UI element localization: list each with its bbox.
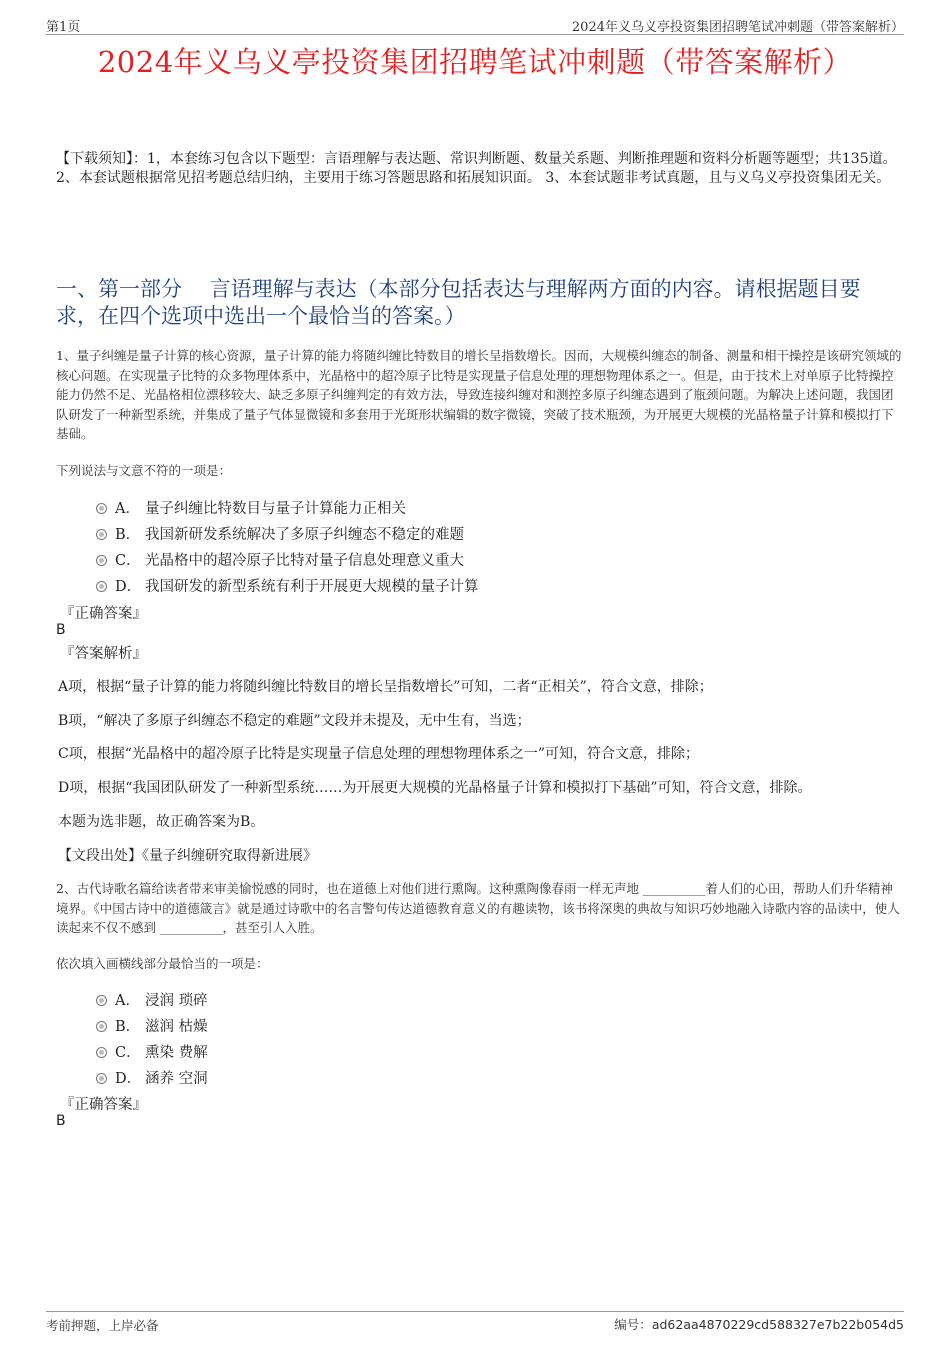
question-2-answer-label: 『正确答案』 — [60, 1097, 147, 1113]
option-text: 我国新研发系统解决了多原子纠缠态不稳定的难题 — [145, 527, 464, 543]
question-1-answer: B — [56, 622, 66, 638]
radio-icon[interactable] — [96, 581, 107, 592]
question-2-answer: B — [56, 1113, 66, 1129]
analysis-line-c: C项，根据“光晶格中的超冷原子比特是实现量子信息处理的理想物理体系之一”可知，符合文意，排除； — [58, 746, 700, 762]
question-1-options — [96, 496, 876, 600]
option-letter: B． — [115, 527, 141, 543]
option-text: 我国研发的新型系统有利于开展更大规模的量子计算 — [145, 579, 479, 595]
option-letter: D． — [115, 579, 142, 595]
question-2-passage: 2、古代诗歌名篇给读者带来审美愉悦感的同时，也在道德上对他们进行熏陶。这种熏陶像春雨一样无声地 __________着人们的心田，帮助人们升华精神境界。《中国古诗中的道德箴言》就是通过诗歌中的名言警句传达道德教育意义的有趣读物，该书将深奥的典故与知识巧妙地融入诗歌内容的品读中，使人读起来不仅不感到 __________，甚至引人入胜。 — [56, 881, 900, 936]
header-doc-title: 2024年义乌义亭投资集团招聘笔试冲刺题（带答案解析） — [571, 20, 904, 35]
option-letter: A． — [115, 993, 140, 1009]
question-2-option-d[interactable] — [96, 1066, 876, 1092]
question-1-source: 【文段出处】《量子纠缠研究取得新进展》 — [58, 848, 317, 864]
page-footer — [46, 1311, 904, 1334]
question-1-option-d[interactable] — [96, 574, 876, 600]
option-letter: C． — [115, 1045, 141, 1061]
option-text: 熏染 费解 — [145, 1045, 208, 1061]
question-2-option-a[interactable] — [96, 988, 876, 1014]
analysis-line-b: B项，“解决了多原子纠缠态不稳定的难题”文段并未提及，无中生有，当选； — [58, 713, 531, 729]
question-2-options — [96, 988, 876, 1092]
question-1-answer-label: 『正确答案』 — [60, 606, 147, 622]
question-1-stem: 下列说法与文意不符的一项是： — [56, 463, 232, 478]
option-text: 浸润 琐碎 — [145, 993, 208, 1009]
radio-icon[interactable] — [96, 503, 107, 514]
option-text: 滋润 枯燥 — [145, 1019, 208, 1035]
option-text: 量子纠缠比特数目与量子计算能力正相关 — [145, 501, 406, 517]
footer-slogan: 考前押题，上岸必备 — [46, 1318, 159, 1333]
option-letter: C． — [115, 553, 141, 569]
option-text: 光晶格中的超冷原子比特对量子信息处理意义重大 — [145, 553, 464, 569]
option-letter: B． — [115, 1019, 141, 1035]
page-number: 第1页 — [46, 20, 81, 35]
question-1-passage: 1、量子纠缠是量子计算的核心资源，量子计算的能力将随纠缠比特数目的增长呈指数增长。因而，大规模纠缠态的制备、测量和相干操控是该研究领域的核心问题。在实现量子比特的众多物理体系中，光晶格中的超冷原子比特是实现量子信息处理的理想物理体系之一。但是，由于技术上对单原子比特操控能力仍然不足、光晶格相位漂移较大、缺乏多原子纠缠判定的有效方法，导致连接纠缠对和测控多原子纠缠态遇到了瓶颈问题。为解决上述问题，我国团队研发了一种新型系统，并集成了量子气体显微镜和多套用于光斑形状编辑的数字微镜，突破了技术瓶颈，为开展更大规模的光晶格量子计算和模拟打下基础。 — [56, 348, 902, 442]
page-header — [46, 10, 904, 35]
analysis-conclusion: 本题为选非题，故正确答案为B。 — [58, 814, 265, 830]
option-text: 涵养 空洞 — [145, 1071, 208, 1087]
radio-icon[interactable] — [96, 1073, 107, 1084]
footer-code-value: ad62aa4870229cd588327e7b22b054d5 — [651, 1317, 904, 1332]
question-1-analysis-label: 『答案解析』 — [60, 646, 147, 662]
option-letter: A． — [115, 501, 140, 517]
document-title: 2024年义乌义亭投资集团招聘笔试冲刺题（带答案解析） — [97, 45, 853, 79]
download-notice: 【下载须知】：1，本套练习包含以下题型：言语理解与表达题、常识判断题、数量关系题、判断推理题和资料分析题等题型；共135道。 2、本套试题根据常见招考题总结归纳，主要用于练习答题思路和拓展知识面。 3、本套试题非考试真题，且与义乌义亭投资集团无关。 — [56, 151, 897, 186]
radio-icon[interactable] — [96, 1047, 107, 1058]
question-2-option-b[interactable] — [96, 1014, 876, 1040]
analysis-line-a: A项，根据“量子计算的能力将随纠缠比特数目的增长呈指数增长”可知，二者“正相关”，符合文意，排除； — [58, 679, 713, 695]
radio-icon[interactable] — [96, 529, 107, 540]
footer-code — [614, 1315, 904, 1333]
question-2-option-c[interactable] — [96, 1040, 876, 1066]
radio-icon[interactable] — [96, 1021, 107, 1032]
question-1-option-c[interactable] — [96, 548, 876, 574]
radio-icon[interactable] — [96, 995, 107, 1006]
footer-code-label: 编号： — [614, 1317, 652, 1332]
question-2-stem: 依次填入画横线部分最恰当的一项是： — [56, 956, 269, 971]
question-1-option-b[interactable] — [96, 522, 876, 548]
question-1-option-a[interactable] — [96, 496, 876, 522]
analysis-line-d: D项，根据“我国团队研发了一种新型系统……为开展更大规模的光晶格量子计算和模拟打下基础”可知，符合文意，排除。 — [58, 780, 812, 796]
option-letter: D． — [115, 1071, 142, 1087]
radio-icon[interactable] — [96, 555, 107, 566]
section-heading: 一、第一部分 言语理解与表达（本部分包括表达与理解两方面的内容。请根据题目要求，在四个选项中选出一个最恰当的答案。） — [56, 277, 861, 328]
